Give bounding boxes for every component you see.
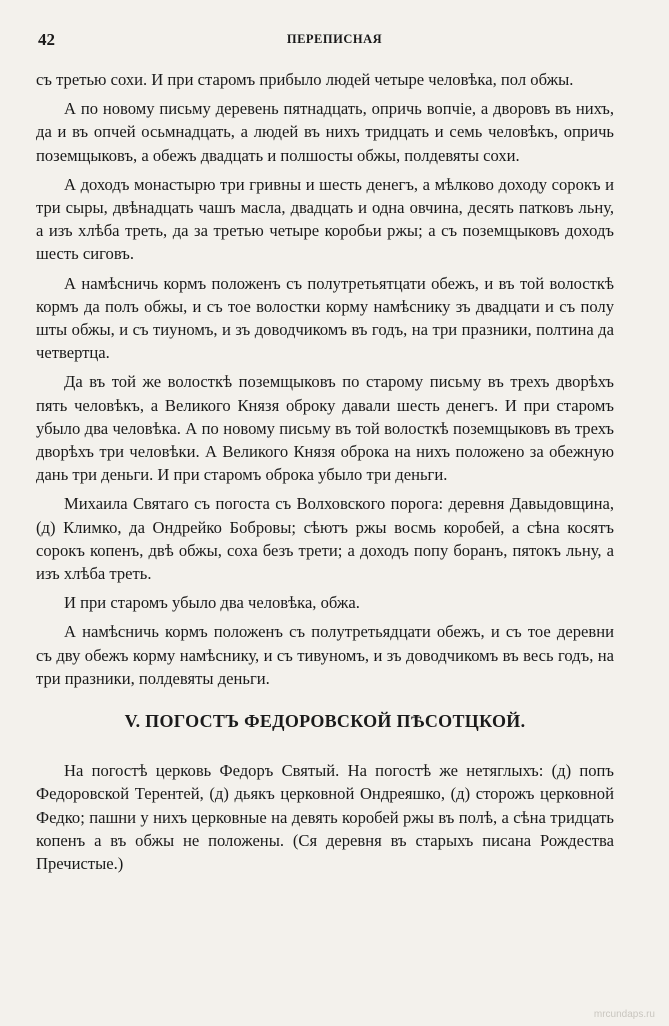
paragraph: А намѣсничь кормъ положенъ съ полутретьятцати обежъ, и въ той волосткѣ кормъ да полъ обжы, и съ тое волостки корму намѣснику зъ двадцати и съ полу шты обжы, и съ тиуномъ, и зъ доводчикомъ въ годъ, на три празники, полтина да четвертца. [36, 273, 614, 363]
paragraph: Да въ той же волосткѣ поземщыковъ по старому письму въ трехъ дворѣхъ пять человѣкъ, а Великого Князя оброку давали шесть денегъ. И при старомъ убыло два человѣка. А по новому письму въ той волосткѣ поземщыковъ въ трехъ дворѣхъ три человѣки. А Великого Князя оброка на нихъ положено за обежную дань три деньги. И при старомъ оброка убыло три деньги. [36, 372, 614, 485]
paragraph: А намѣсничь кормъ положенъ съ полутретьядцати обежъ, и съ тое деревни съ дву обежъ корму намѣснику, и съ тивуномъ, и зъ доводчикомъ въ весь годъ, на три празники, полдевяты деньги. [36, 622, 614, 688]
paragraph: И при старомъ убыло два человѣка, обжа. [64, 593, 360, 613]
page-number: 42 [38, 30, 55, 49]
watermark: mrcundaps.ru [593, 1009, 655, 1020]
paragraph: А доходъ монастырю три гривны и шесть денегъ, а мѣлково доходу сорокъ и три сыры, двѣнадцать чашъ масла, двадцать и одна овчина, десять патковъ льну, а изъ хлѣба треть, да за третью четыре коробьи ржы; а съ поземщыковъ доходъ шесть сиговъ. [36, 174, 614, 264]
section-paragraph: На погостѣ церковь Федоръ Святый. На погостѣ же нетяглыхъ: (д) попъ Федоровской Терентей, (д) дьякъ церковной Ондреяшко, (д) сторожъ церковной Федко; пашни у нихъ церковные на девять коробей ржы въ полѣ, а сѣна тридцать копенъ а въ обжы не положены. (Ся деревня въ старыхъ писана Рождества Пречистые.) [36, 761, 614, 874]
paragraph: съ третью сохи. И при старомъ прибыло людей четыре человѣка, пол обжы. [36, 70, 574, 89]
body-text [36, 68, 614, 881]
running-title: ПЕРЕПИСНАЯ [286, 32, 383, 46]
section-heading: V. ПОГОСТЪ ФЕДОРОВСКОЙ ПѢСОТЦКОЙ. [124, 711, 526, 732]
paragraph: Михаила Святаго съ погоста съ Волховского порога: деревня Давыдовщина, (д) Климко, да Ондрейко Бобровы; сѣютъ ржы восмь коробей, а сѣна косятъ сорокъ копенъ, двѣ обжы, соха безъ трети; а доходъ попу боранъ, пятокъ льну, а изъ хлѣба треть. [36, 494, 614, 584]
page-header [38, 30, 631, 52]
paragraph: А по новому письму деревень пятнадцать, опричь вопчіе, а дворовъ въ нихъ, да и въ опчей осьмнадцать, а людей въ нихъ тридцать и семь человѣкъ, опричь поземщыковъ, а обежъ двадцать и полшосты обжы, полдевяты сохи. [36, 99, 614, 165]
